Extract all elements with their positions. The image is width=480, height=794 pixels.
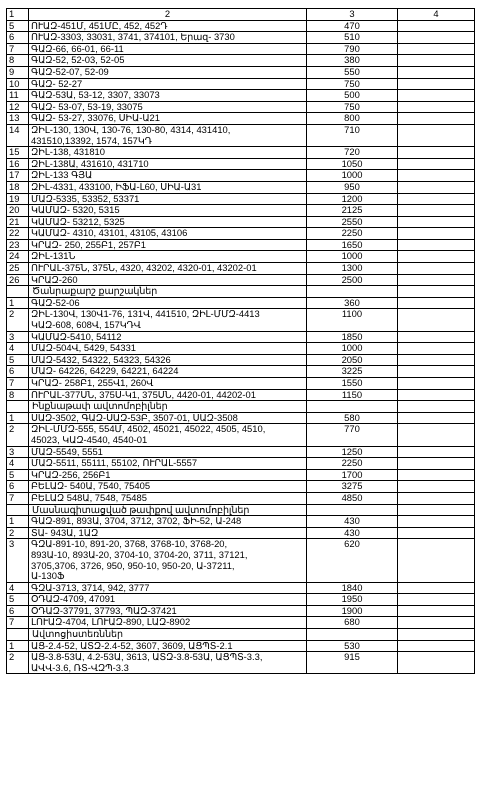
vehicle-models: ՕԴԱԶ-37791, 37793, ՊԱԶ-37421 bbox=[29, 605, 307, 617]
empty-cell bbox=[398, 66, 475, 78]
value-cell: 915 bbox=[307, 652, 398, 674]
table-row bbox=[7, 78, 475, 90]
empty-cell bbox=[398, 251, 475, 263]
vehicle-models: ԿՐԱԶ- 250, 255Բ1, 257Բ1 bbox=[29, 239, 307, 251]
row-number: 10 bbox=[7, 78, 29, 90]
section-value-cell bbox=[307, 504, 398, 516]
section-num-cell bbox=[7, 504, 29, 516]
row-number: 7 bbox=[7, 617, 29, 629]
value-cell: 2250 bbox=[307, 228, 398, 240]
vehicle-models: ԿԱՄԱԶ- 53212, 5325 bbox=[29, 216, 307, 228]
table-row bbox=[7, 66, 475, 78]
section-extra-cell bbox=[398, 401, 475, 413]
empty-cell bbox=[398, 481, 475, 493]
empty-cell bbox=[398, 516, 475, 528]
vehicle-models: ՄԱԶ-5549, 5551 bbox=[29, 446, 307, 458]
row-number: 4 bbox=[7, 458, 29, 470]
row-number: 4 bbox=[7, 343, 29, 355]
value-cell: 1850 bbox=[307, 331, 398, 343]
row-number: 2 bbox=[7, 309, 29, 331]
vehicle-models: ՄԱԶ-5335, 53352, 53371 bbox=[29, 193, 307, 205]
section-extra-cell bbox=[398, 504, 475, 516]
vehicle-models: ՄԱԶ-5432, 54322, 54323, 54326 bbox=[29, 354, 307, 366]
row-number: 15 bbox=[7, 147, 29, 159]
empty-cell bbox=[398, 55, 475, 67]
value-cell: 1100 bbox=[307, 309, 398, 331]
value-cell: 1000 bbox=[307, 343, 398, 355]
section-num-cell bbox=[7, 401, 29, 413]
vehicle-models: ԳԱԶ-52-07, 52-09 bbox=[29, 66, 307, 78]
vehicle-models: ԳԱԶ-66, 66-01, 66-11 bbox=[29, 43, 307, 55]
value-cell: 710 bbox=[307, 124, 398, 146]
empty-cell bbox=[398, 527, 475, 539]
table-row bbox=[7, 458, 475, 470]
empty-cell bbox=[398, 158, 475, 170]
empty-cell bbox=[398, 539, 475, 582]
empty-cell bbox=[398, 446, 475, 458]
value-cell: 2550 bbox=[307, 216, 398, 228]
row-number: 11 bbox=[7, 90, 29, 102]
row-number: 4 bbox=[7, 582, 29, 594]
table-row bbox=[7, 539, 475, 582]
vehicle-models: ՈՒՐԱԼ-377ՍՆ, 375Ս-Կ1, 375ՍՆ, 4420-01, 44202-01 bbox=[29, 389, 307, 401]
table-row bbox=[7, 251, 475, 263]
section-row bbox=[7, 286, 475, 298]
table-row bbox=[7, 492, 475, 504]
row-number: 6 bbox=[7, 366, 29, 378]
vehicle-models: ՈՒՐԱԼ-375Ն, 375Ն, 4320, 43202, 4320-01, 43202-01 bbox=[29, 263, 307, 275]
row-number: 17 bbox=[7, 170, 29, 182]
table-row bbox=[7, 527, 475, 539]
value-cell: 380 bbox=[307, 55, 398, 67]
table-row bbox=[7, 43, 475, 55]
row-number: 6 bbox=[7, 32, 29, 44]
header-row bbox=[7, 9, 475, 21]
table-row bbox=[7, 640, 475, 652]
vehicle-models: ԳԱԶ- 53-07, 53-19, 33075 bbox=[29, 101, 307, 113]
row-number: 5 bbox=[7, 594, 29, 606]
vehicle-models: ԶԻԼ-4331, 433100, ԻՖԱ-Լ60, ՍԻԱ-Ա31 bbox=[29, 181, 307, 193]
empty-cell bbox=[398, 297, 475, 309]
row-number: 1 bbox=[7, 516, 29, 528]
value-cell: 720 bbox=[307, 147, 398, 159]
row-number: 2 bbox=[7, 527, 29, 539]
empty-cell bbox=[398, 594, 475, 606]
table-row bbox=[7, 481, 475, 493]
section-value-cell bbox=[307, 286, 398, 298]
value-cell: 530 bbox=[307, 640, 398, 652]
section-extra-cell bbox=[398, 286, 475, 298]
vehicle-models: ՈՒԱԶ-3303, 33031, 3741, 374101, Երազ- 3730 bbox=[29, 32, 307, 44]
empty-cell bbox=[398, 617, 475, 629]
row-number: 6 bbox=[7, 605, 29, 617]
table-row bbox=[7, 228, 475, 240]
table-row bbox=[7, 297, 475, 309]
table-row bbox=[7, 263, 475, 275]
value-cell: 1000 bbox=[307, 251, 398, 263]
value-cell: 1650 bbox=[307, 239, 398, 251]
table-body bbox=[7, 9, 475, 674]
empty-cell bbox=[398, 228, 475, 240]
table-row bbox=[7, 378, 475, 390]
table-row bbox=[7, 124, 475, 146]
empty-cell bbox=[398, 181, 475, 193]
row-number: 22 bbox=[7, 228, 29, 240]
vehicle-models: ԿՐԱԶ-256, 256Բ1 bbox=[29, 469, 307, 481]
table-row bbox=[7, 617, 475, 629]
empty-cell bbox=[398, 378, 475, 390]
vehicle-models: ԳԱԶ- 53-27, 33076, ՍԻԱ-Ա21 bbox=[29, 113, 307, 125]
value-cell: 1200 bbox=[307, 193, 398, 205]
section-extra-cell bbox=[398, 629, 475, 641]
vehicle-models: ԳԶԱ-3713, 3714, 942, 3777 bbox=[29, 582, 307, 594]
value-cell: 620 bbox=[307, 539, 398, 582]
table-row bbox=[7, 205, 475, 217]
section-row bbox=[7, 629, 475, 641]
empty-cell bbox=[398, 354, 475, 366]
row-number: 3 bbox=[7, 539, 29, 582]
value-cell: 680 bbox=[307, 617, 398, 629]
empty-cell bbox=[398, 389, 475, 401]
row-number: 21 bbox=[7, 216, 29, 228]
table-row bbox=[7, 193, 475, 205]
empty-cell bbox=[398, 113, 475, 125]
empty-cell bbox=[398, 652, 475, 674]
value-cell: 750 bbox=[307, 78, 398, 90]
vehicle-models: ԿՐԱԶ-260 bbox=[29, 274, 307, 286]
empty-cell bbox=[398, 147, 475, 159]
table-row bbox=[7, 90, 475, 102]
vehicle-models: ԳԶԱ-891-10, 891-20, 3768, 3768-10, 3768-20, 893Ա-10, 893Ա-20, 3704-10, 3704-20, 3711, 37121, 3705,3706, 3726, 950, 950-10, 950-20, Ա-37211, Ա-130Ֆ bbox=[29, 539, 307, 582]
vehicle-models: ՕԴԱԶ-4709, 47091 bbox=[29, 594, 307, 606]
empty-cell bbox=[398, 78, 475, 90]
vehicle-models: ԿԱՄԱԶ-5410, 54112 bbox=[29, 331, 307, 343]
table-row bbox=[7, 389, 475, 401]
empty-cell bbox=[398, 366, 475, 378]
row-number: 12 bbox=[7, 101, 29, 113]
table-row bbox=[7, 216, 475, 228]
empty-cell bbox=[398, 492, 475, 504]
table-row bbox=[7, 652, 475, 674]
vehicle-models: ԿԱՄԱԶ- 5320, 5315 bbox=[29, 205, 307, 217]
vehicle-models: ԲԵԼԱԶ- 540Ա, 7540, 75405 bbox=[29, 481, 307, 493]
empty-cell bbox=[398, 343, 475, 355]
row-number: 1 bbox=[7, 297, 29, 309]
value-cell: 2050 bbox=[307, 354, 398, 366]
value-cell: 430 bbox=[307, 516, 398, 528]
document-table bbox=[6, 8, 475, 674]
row-number: 26 bbox=[7, 274, 29, 286]
section-value-cell bbox=[307, 629, 398, 641]
vehicle-models: ԼՈՒԱԶ-4704, ԼՈՒԱԶ-890, ԼԱԶ-8902 bbox=[29, 617, 307, 629]
table-row bbox=[7, 469, 475, 481]
row-number: 5 bbox=[7, 469, 29, 481]
table-row bbox=[7, 594, 475, 606]
header-col-3: 3 bbox=[307, 9, 398, 21]
table-row bbox=[7, 582, 475, 594]
value-cell: 1900 bbox=[307, 605, 398, 617]
row-number: 23 bbox=[7, 239, 29, 251]
row-number: 20 bbox=[7, 205, 29, 217]
value-cell: 1950 bbox=[307, 594, 398, 606]
table-row bbox=[7, 181, 475, 193]
section-value-cell bbox=[307, 401, 398, 413]
vehicle-models: ԶԻԼ-133 ԳՅԱ bbox=[29, 170, 307, 182]
vehicle-models: ԶԻԼ-130Վ, 130Վ1-76, 131Վ, 441510, ԶԻԼ-ՄՄԶ-4413 ԿԱԶ-608, 608Վ, 157ԿԴՎ bbox=[29, 309, 307, 331]
row-number: 19 bbox=[7, 193, 29, 205]
value-cell: 1050 bbox=[307, 158, 398, 170]
value-cell: 790 bbox=[307, 43, 398, 55]
vehicle-models: ԶԻԼ-138, 431810 bbox=[29, 147, 307, 159]
empty-cell bbox=[398, 424, 475, 446]
value-cell: 4850 bbox=[307, 492, 398, 504]
table-row bbox=[7, 101, 475, 113]
vehicle-models: ԳԱԶ-53Ա, 53-12, 3307, 33073 bbox=[29, 90, 307, 102]
empty-cell bbox=[398, 640, 475, 652]
empty-cell bbox=[398, 309, 475, 331]
section-title: Մասնագիտացված թափքով ավտոմոբիլներ bbox=[29, 504, 307, 516]
value-cell: 1840 bbox=[307, 582, 398, 594]
value-cell: 800 bbox=[307, 113, 398, 125]
value-cell: 510 bbox=[307, 32, 398, 44]
vehicle-models: ԱՑ-3.8-53Ա, 4.2-53Ա, 3613, ԱՏԶ-3.8-53Ա, ԱՑՊՏ-3.3, ԱՎՎ-3.6, ՌՏ-ՎԶՊ-3.3 bbox=[29, 652, 307, 674]
vehicle-models: ԲԵԼԱԶ 548Ա, 7548, 75485 bbox=[29, 492, 307, 504]
row-number: 24 bbox=[7, 251, 29, 263]
vehicle-models: ՏԱ- 943Ա, 1ԱԶ bbox=[29, 527, 307, 539]
empty-cell bbox=[398, 20, 475, 32]
row-number: 7 bbox=[7, 492, 29, 504]
table-row bbox=[7, 412, 475, 424]
value-cell: 1700 bbox=[307, 469, 398, 481]
table-row bbox=[7, 20, 475, 32]
header-col-1: 1 bbox=[7, 9, 29, 21]
value-cell: 1550 bbox=[307, 378, 398, 390]
value-cell: 750 bbox=[307, 101, 398, 113]
table-row bbox=[7, 158, 475, 170]
table-row bbox=[7, 354, 475, 366]
table-row bbox=[7, 113, 475, 125]
empty-cell bbox=[398, 193, 475, 205]
empty-cell bbox=[398, 263, 475, 275]
section-title: Ծանրաքարշ քարշակներ bbox=[29, 286, 307, 298]
row-number: 5 bbox=[7, 20, 29, 32]
table-row bbox=[7, 147, 475, 159]
vehicle-models: ԱՑ-2.4-52, ԱՏԶ-2.4-52, 3607, 3609, ԱՑՊՏ-2.1 bbox=[29, 640, 307, 652]
vehicle-models: ԳԱԶ-891, 893Ա, 3704, 3712, 3702, ՖԻ-52, Ա-248 bbox=[29, 516, 307, 528]
table-row bbox=[7, 343, 475, 355]
row-number: 3 bbox=[7, 331, 29, 343]
value-cell: 1250 bbox=[307, 446, 398, 458]
row-number: 7 bbox=[7, 378, 29, 390]
table-row bbox=[7, 516, 475, 528]
empty-cell bbox=[398, 582, 475, 594]
vehicle-models: ԶԻԼ-131Ն bbox=[29, 251, 307, 263]
row-number: 14 bbox=[7, 124, 29, 146]
empty-cell bbox=[398, 239, 475, 251]
vehicle-models: ՄԱԶ-504Վ, 5429, 54331 bbox=[29, 343, 307, 355]
value-cell: 500 bbox=[307, 90, 398, 102]
section-title: Ավտոցիստեռններ bbox=[29, 629, 307, 641]
table-row bbox=[7, 605, 475, 617]
table-row bbox=[7, 239, 475, 251]
row-number: 8 bbox=[7, 389, 29, 401]
value-cell: 2500 bbox=[307, 274, 398, 286]
value-cell: 430 bbox=[307, 527, 398, 539]
row-number: 5 bbox=[7, 354, 29, 366]
empty-cell bbox=[398, 43, 475, 55]
vehicle-models: ՍԱԶ-3502, ԳԱԶ-ՍԱԶ-53Բ, 3507-01, ՍԱԶ-3508 bbox=[29, 412, 307, 424]
empty-cell bbox=[398, 469, 475, 481]
value-cell: 770 bbox=[307, 424, 398, 446]
value-cell: 470 bbox=[307, 20, 398, 32]
table-row bbox=[7, 424, 475, 446]
row-number: 2 bbox=[7, 424, 29, 446]
vehicle-models: ԶԻԼ-138Ա, 431610, 431710 bbox=[29, 158, 307, 170]
value-cell: 1300 bbox=[307, 263, 398, 275]
value-cell: 950 bbox=[307, 181, 398, 193]
vehicle-models: ԿՐԱԶ- 258Բ1, 255Վ1, 260Վ bbox=[29, 378, 307, 390]
vehicle-models: ԶԻԼ-ՄՄԶ-555, 554Մ, 4502, 45021, 45022, 4505, 4510, 45023, ԿԱԶ-4540, 4540-01 bbox=[29, 424, 307, 446]
row-number: 1 bbox=[7, 412, 29, 424]
row-number: 25 bbox=[7, 263, 29, 275]
section-num-cell bbox=[7, 629, 29, 641]
section-row bbox=[7, 504, 475, 516]
header-col-4: 4 bbox=[398, 9, 475, 21]
vehicle-models: ԿԱՄԱԶ- 4310, 43101, 43105, 43106 bbox=[29, 228, 307, 240]
row-number: 2 bbox=[7, 652, 29, 674]
empty-cell bbox=[398, 205, 475, 217]
table-row bbox=[7, 331, 475, 343]
vehicle-models: ԳԱԶ-52, 52-03, 52-05 bbox=[29, 55, 307, 67]
row-number: 13 bbox=[7, 113, 29, 125]
vehicle-models: ԶԻԼ-130, 130Վ, 130-76, 130-80, 4314, 431410, 431510,13392, 1574, 157ԿԴ bbox=[29, 124, 307, 146]
row-number: 6 bbox=[7, 481, 29, 493]
section-title: Ինքնաթափ ավտոմոբիլներ bbox=[29, 401, 307, 413]
table-row bbox=[7, 446, 475, 458]
vehicle-models: ՄԱԶ- 64226, 64229, 64221, 64224 bbox=[29, 366, 307, 378]
value-cell: 2250 bbox=[307, 458, 398, 470]
empty-cell bbox=[398, 412, 475, 424]
empty-cell bbox=[398, 90, 475, 102]
row-number: 9 bbox=[7, 66, 29, 78]
value-cell: 580 bbox=[307, 412, 398, 424]
empty-cell bbox=[398, 605, 475, 617]
vehicle-models: ԳԱԶ-52-06 bbox=[29, 297, 307, 309]
value-cell: 1000 bbox=[307, 170, 398, 182]
vehicle-models: ԳԱԶ- 52-27 bbox=[29, 78, 307, 90]
empty-cell bbox=[398, 274, 475, 286]
value-cell: 1150 bbox=[307, 389, 398, 401]
empty-cell bbox=[398, 458, 475, 470]
section-num-cell bbox=[7, 286, 29, 298]
value-cell: 2125 bbox=[307, 205, 398, 217]
table-row bbox=[7, 366, 475, 378]
empty-cell bbox=[398, 331, 475, 343]
vehicle-models: ՄԱԶ-5511, 55111, 55102, ՈՒՐԱԼ-5557 bbox=[29, 458, 307, 470]
empty-cell bbox=[398, 170, 475, 182]
empty-cell bbox=[398, 124, 475, 146]
row-number: 7 bbox=[7, 43, 29, 55]
value-cell: 360 bbox=[307, 297, 398, 309]
row-number: 8 bbox=[7, 55, 29, 67]
table-row bbox=[7, 170, 475, 182]
table-row bbox=[7, 309, 475, 331]
empty-cell bbox=[398, 32, 475, 44]
value-cell: 3275 bbox=[307, 481, 398, 493]
section-row bbox=[7, 401, 475, 413]
table-row bbox=[7, 55, 475, 67]
header-col-2: 2 bbox=[29, 9, 307, 21]
value-cell: 3225 bbox=[307, 366, 398, 378]
row-number: 3 bbox=[7, 446, 29, 458]
empty-cell bbox=[398, 101, 475, 113]
empty-cell bbox=[398, 216, 475, 228]
row-number: 18 bbox=[7, 181, 29, 193]
row-number: 1 bbox=[7, 640, 29, 652]
value-cell: 550 bbox=[307, 66, 398, 78]
table-row bbox=[7, 32, 475, 44]
table-row bbox=[7, 274, 475, 286]
vehicle-models: ՈՒԱԶ-451Մ, 451ՄԸ, 452, 452Դ bbox=[29, 20, 307, 32]
row-number: 16 bbox=[7, 158, 29, 170]
